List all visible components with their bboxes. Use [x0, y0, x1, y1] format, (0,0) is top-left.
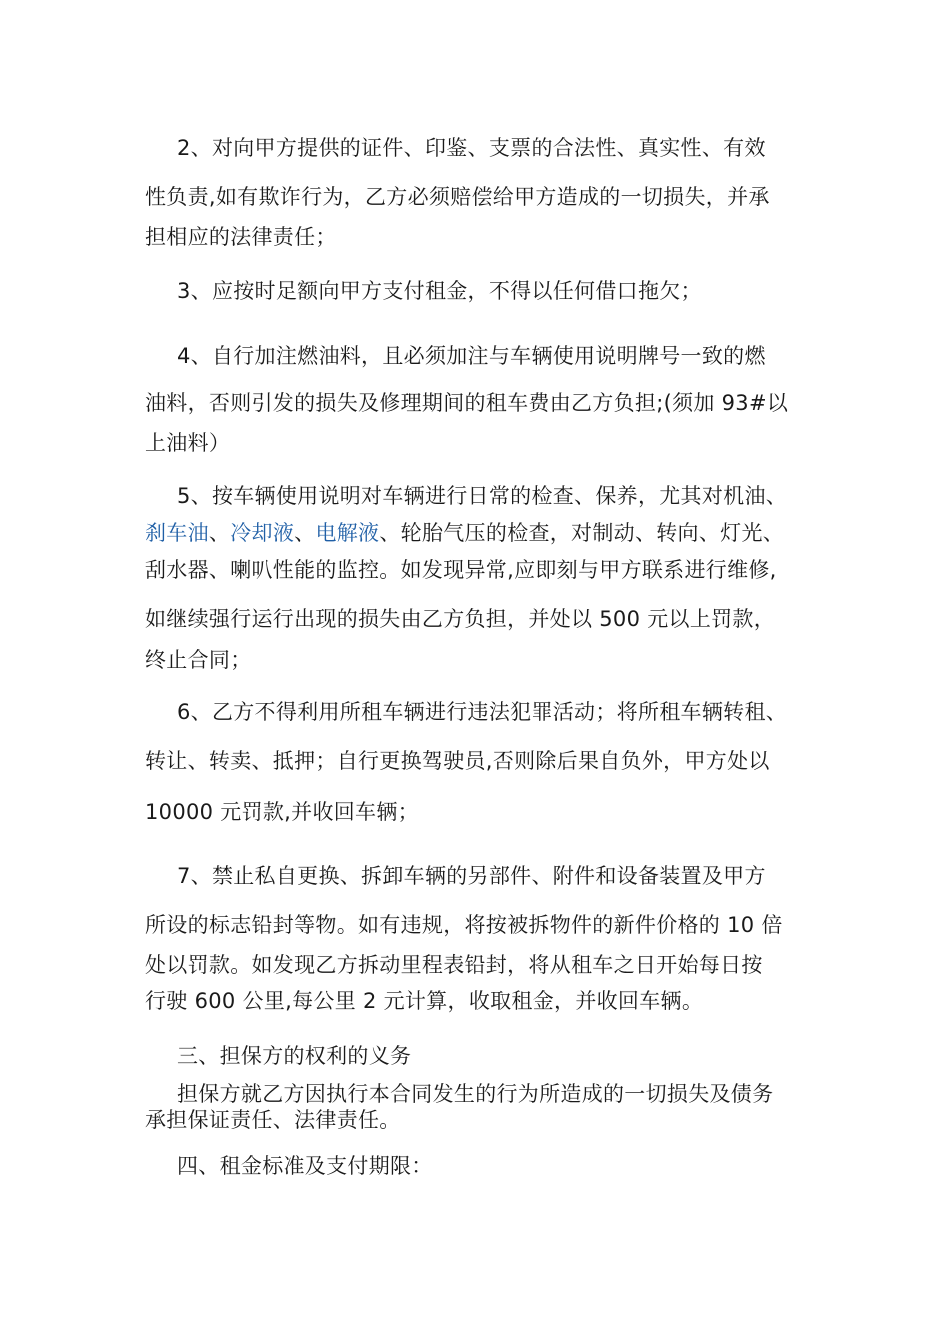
- section-3-title: 三、担保方的权利的义务: [177, 1044, 412, 1068]
- clause-4-line-1: 4、自行加注燃油料，且必须加注与车辆使用说明牌号一致的燃: [177, 344, 766, 368]
- separator: 、: [208, 521, 231, 545]
- clause-7-line-4: 行驶 600 公里,每公里 2 元计算，收取租金，并收回车辆。: [145, 989, 704, 1013]
- clause-3-line-1: 3、应按时足额向甲方支付租金，不得以任何借口拖欠；: [177, 279, 702, 303]
- clause-2-line-2: 性负责,如有欺诈行为，乙方必须赔偿给甲方造成的一切损失，并承: [145, 185, 770, 209]
- clause-7-line-3: 处以罚款。如发现乙方拆动里程表铅封，将从租车之日开始每日按: [145, 953, 763, 977]
- clause-4-line-2: 油料，否则引发的损失及修理期间的租车费由乙方负担;(须加 93#以: [145, 391, 789, 415]
- section-3-line-2: 承担保证责任、法律责任。: [145, 1108, 401, 1132]
- clause-6-line-3: 10000 元罚款,并收回车辆；: [145, 800, 419, 824]
- link-brake-oil[interactable]: 刹车油: [145, 521, 209, 545]
- clause-5-line-3: 刮水器、喇叭性能的监控。如发现异常,应即刻与甲方联系进行维修,: [145, 558, 777, 582]
- clause-4-line-3: 上油料）: [145, 431, 231, 455]
- link-coolant[interactable]: 冷却液: [230, 521, 295, 545]
- clause-5-line-5: 终止合同；: [145, 648, 252, 672]
- clause-7-line-1: 7、禁止私自更换、拆卸车辆的另部件、附件和设备装置及甲方: [177, 864, 766, 888]
- section-4-title: 四、租金标准及支付期限：: [177, 1154, 433, 1178]
- clause-5-line-2: [145, 521, 784, 545]
- separator: 、: [294, 521, 316, 545]
- clause-6-line-1: 6、乙方不得利用所租车辆进行违法犯罪活动；将所租车辆转租、: [177, 700, 788, 724]
- clause-6-line-2: 转让、转卖、抵押；自行更换驾驶员,否则除后果自负外，甲方处以: [145, 749, 770, 773]
- clause-2-line-1: 2、对向甲方提供的证件、印鉴、支票的合法性、真实性、有效: [177, 136, 766, 160]
- section-3-line-1: 担保方就乙方因执行本合同发生的行为所造成的一切损失及债务: [177, 1082, 774, 1106]
- clause-5-line-1: 5、按车辆使用说明对车辆进行日常的检查、保养，尤其对机油、: [177, 484, 788, 508]
- clause-2-line-3: 担相应的法律责任；: [145, 225, 337, 249]
- link-electrolyte[interactable]: 电解液: [315, 521, 380, 545]
- clause-5-line-2-rest: 、轮胎气压的检查，对制动、转向、灯光、: [379, 521, 785, 545]
- clause-7-line-2: 所设的标志铅封等物。如有违规，将按被拆物件的新件价格的 10 倍: [145, 913, 783, 937]
- clause-5-line-4: 如继续强行运行出现的损失由乙方负担，并处以 500 元以上罚款，: [145, 607, 776, 631]
